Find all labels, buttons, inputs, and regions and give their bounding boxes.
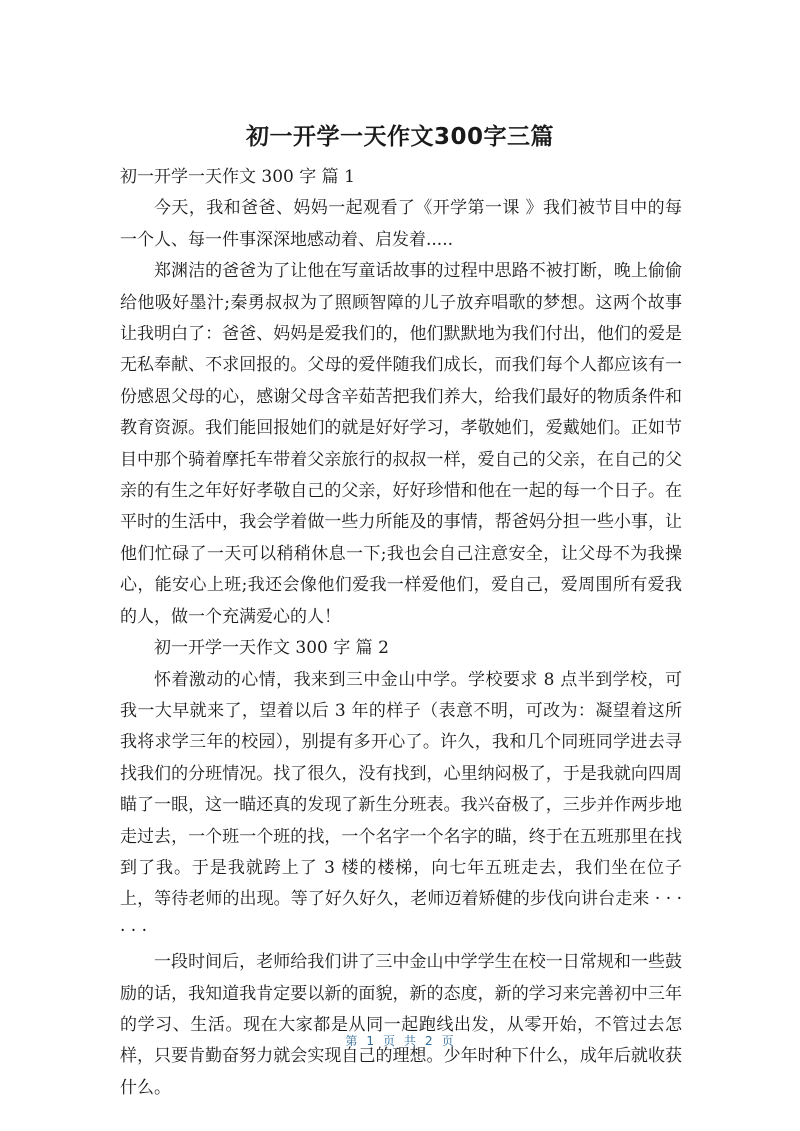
- footer-total-word: 共: [404, 1034, 418, 1048]
- footer-current-page: 1: [366, 1034, 375, 1048]
- footer-total-pages: 2: [425, 1034, 434, 1048]
- section-2-paragraph-1: 怀着激动的心情，我来到三中金山中学。学校要求 8 点半到学校，可我一大早就来了，望着以后 3 年的样子（表意不明，可改为：凝望着这所我将求学三年的校园），别提有多开心了。许久，我和几个同班同学进去寻找我们的分班情况。找了很久，没有找到，心里纳闷极了，于是我就向四周瞄了一眼，这一瞄还真的发现了新生分班表。我兴奋极了，三步并作两步地走过去，一个班一个班的找，一个名字一个名字的瞄，终于在五班那里在找到了我。于是我就跨上了 3 楼的楼梯，向七年五班走去，我们坐在位子上，等待老师的出现。等了好久好久，老师迈着矫健的步伐向讲台走来 · · · · · ·: [120, 669, 682, 941]
- section-1-heading: 初一开学一天作文 300 字 篇 1: [120, 167, 355, 187]
- footer-page-word: 第: [345, 1034, 359, 1048]
- section-1-paragraph-1: 今天，我和爸爸、妈妈一起观看了《开学第一课 》我们被节目中的每一个人、每一件事深深地感动着、启发着.....: [120, 198, 682, 250]
- page-footer: [0, 1032, 800, 1049]
- footer-page-unit: 页: [382, 1034, 396, 1048]
- document-body: [120, 162, 682, 1104]
- footer-total-unit: 页: [441, 1034, 455, 1048]
- document-title: 初一开学一天作文300字三篇: [245, 124, 554, 150]
- section-2-paragraph-2: 一段时间后，老师给我们讲了三中金山中学学生在校一日常规和一些鼓励的话，我知道我肯定要以新的面貌，新的态度，新的学习来完善初中三年的学习、生活。现在大家都是从同一起跑线出发，从零开始，不管过去怎样，只要肯勤奋努力就会实现自己的理想。少年时种下什么，成年后就收获什么。: [120, 952, 682, 1098]
- section-2-heading: 初一开学一天作文 300 字 篇 2: [154, 638, 389, 659]
- section-1-paragraph-2: 郑渊洁的爸爸为了让他在写童话故事的过程中思路不被打断，晚上偷偷给他吸好墨汁;秦勇叔叔为了照顾智障的儿子放弃唱歌的梦想。这两个故事让我明白了：爸爸、妈妈是爱我们的，他们默默地为我们付出，他们的爱是无私奉献、不求回报的。父母的爱伴随我们成长，而我们每个人都应该有一份感恩父母的心，感谢父母含辛茹苦把我们养大，给我们最好的物质条件和教育资源。我们能回报她们的就是好好学习，孝敬她们，爱戴她们。正如节目中那个骑着摩托车带着父亲旅行的叔叔一样，爱自己的父亲，在自己的父亲的有生之年好好孝敬自己的父亲，好好珍惜和他在一起的每一个日子。在平时的生活中，我会学着做一些力所能及的事情，帮爸妈分担一些小事，让他们忙碌了一天可以稍稍休息一下;我也会自己注意安全，让父母不为我操心，能安心上班;我还会像他们爱我一样爱他们，爱自己，爱周围所有爱我的人，做一个充满爱心的人！: [120, 261, 682, 627]
